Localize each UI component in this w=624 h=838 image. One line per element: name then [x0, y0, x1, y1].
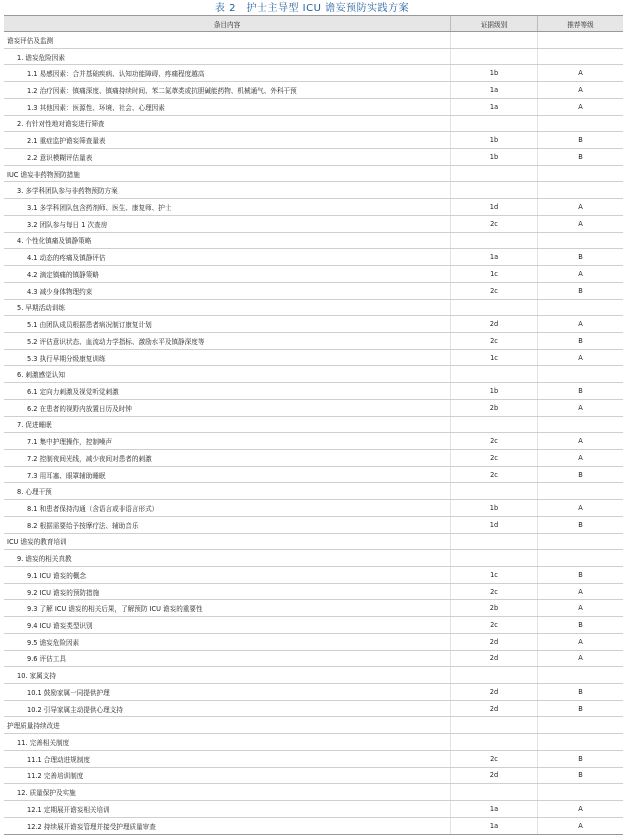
item-cell: 1.2 治疗因素：镇痛深度、镇痛持续时间、苯二氮䓬类或抗胆碱能药物、机械通气、外科干预 — [4, 82, 451, 99]
header-evidence: 证据级别 — [451, 16, 538, 32]
recommend-cell — [538, 232, 624, 249]
item-cell: 护理质量持续改进 — [4, 717, 451, 734]
practice-table — [4, 15, 623, 835]
item-cell: 9.3 了解 ICU 谵妄的相关后果，了解预防 ICU 谵妄的重要性 — [4, 600, 451, 617]
evidence-cell: 1c — [451, 349, 538, 366]
evidence-cell — [451, 115, 538, 132]
subsection-row — [4, 483, 623, 500]
table-row — [4, 199, 623, 216]
recommend-cell: A — [538, 801, 624, 818]
item-cell: 11.1 合理动进规制度 — [4, 750, 451, 767]
evidence-cell: 2b — [451, 600, 538, 617]
item-cell: 2. 有针对性地对谵妄进行筛查 — [4, 115, 451, 132]
item-cell: 4.2 滴定镇痛的镇静策略 — [4, 266, 451, 283]
table-header — [4, 16, 623, 32]
evidence-cell: 1a — [451, 82, 538, 99]
recommend-cell: A — [538, 316, 624, 333]
item-cell: 1. 谵妄危险因素 — [4, 48, 451, 65]
evidence-cell — [451, 32, 538, 49]
item-cell: 2.2 意识模糊评估量表 — [4, 149, 451, 166]
table-row — [4, 433, 623, 450]
evidence-cell: 2c — [451, 215, 538, 232]
recommend-cell — [538, 115, 624, 132]
recommend-cell — [538, 550, 624, 567]
table-row — [4, 700, 623, 717]
recommend-cell: A — [538, 650, 624, 667]
item-cell: 谵妄评估及监测 — [4, 32, 451, 49]
subsection-row — [4, 115, 623, 132]
recommend-cell: A — [538, 583, 624, 600]
table-row — [4, 132, 623, 149]
recommend-cell: A — [538, 65, 624, 82]
table-row — [4, 750, 623, 767]
subsection-row — [4, 48, 623, 65]
item-cell: 4.3 减少身体物理约束 — [4, 282, 451, 299]
recommend-cell — [538, 416, 624, 433]
item-cell: 9.1 ICU 谵妄的概念 — [4, 567, 451, 584]
recommend-cell: B — [538, 567, 624, 584]
evidence-cell: 2d — [451, 767, 538, 784]
subsection-row — [4, 182, 623, 199]
table-row — [4, 449, 623, 466]
evidence-cell: 1b — [451, 383, 538, 400]
table-row — [4, 82, 623, 99]
recommend-cell — [538, 533, 624, 550]
table-body — [4, 32, 623, 835]
recommend-cell: A — [538, 266, 624, 283]
table-row — [4, 149, 623, 166]
table-row — [4, 817, 623, 834]
item-cell: 5.1 由团队成员根据患者病况制订康复计划 — [4, 316, 451, 333]
header-item: 条目内容 — [4, 16, 451, 32]
recommend-cell: B — [538, 767, 624, 784]
item-cell: 3.1 多学科团队包含药剂师、医生、康复师、护士 — [4, 199, 451, 216]
evidence-cell — [451, 299, 538, 316]
recommend-cell — [538, 717, 624, 734]
evidence-cell — [451, 667, 538, 684]
item-cell: 1.1 易感因素：合并基础疾病、认知功能障碍、疼痛程度越高 — [4, 65, 451, 82]
recommend-cell — [538, 182, 624, 199]
recommend-cell: A — [538, 399, 624, 416]
recommend-cell — [538, 165, 624, 182]
item-cell: 4. 个性化镇痛及镇静策略 — [4, 232, 451, 249]
item-cell: 10.1 鼓励家属一同提供护理 — [4, 684, 451, 701]
recommend-cell: A — [538, 500, 624, 517]
evidence-cell: 2c — [451, 583, 538, 600]
item-cell: 6.2 在患者的视野内放置日历及时钟 — [4, 399, 451, 416]
table-row — [4, 266, 623, 283]
table-row — [4, 316, 623, 333]
recommend-cell: A — [538, 215, 624, 232]
item-cell: 12.2 持续展开谵妄管理并接受护理质量审查 — [4, 817, 451, 834]
item-cell: 2.1 重症监护谵妄筛查量表 — [4, 132, 451, 149]
section-row — [4, 717, 623, 734]
recommend-cell: B — [538, 617, 624, 634]
evidence-cell — [451, 416, 538, 433]
recommend-cell: A — [538, 633, 624, 650]
table-row — [4, 801, 623, 818]
item-cell: 7.3 用耳塞、眼罩辅助睡眠 — [4, 466, 451, 483]
recommend-cell: A — [538, 449, 624, 466]
recommend-cell — [538, 366, 624, 383]
evidence-cell: 1b — [451, 149, 538, 166]
recommend-cell: A — [538, 600, 624, 617]
header-recommend: 推荐等级 — [538, 16, 624, 32]
header-row — [4, 16, 623, 32]
evidence-cell — [451, 48, 538, 65]
subsection-row — [4, 232, 623, 249]
evidence-cell: 1d — [451, 199, 538, 216]
evidence-cell: 2d — [451, 316, 538, 333]
item-cell: 5.2 评估意识状态、血流动力学指标、激励水平及镇静深度等 — [4, 332, 451, 349]
evidence-cell: 2d — [451, 650, 538, 667]
subsection-row — [4, 299, 623, 316]
evidence-cell: 1d — [451, 516, 538, 533]
section-row — [4, 533, 623, 550]
evidence-cell: 1a — [451, 817, 538, 834]
item-cell: 7.2 控制夜间光线，减少夜间对患者的刺激 — [4, 449, 451, 466]
evidence-cell: 2b — [451, 399, 538, 416]
item-cell: 3. 多学科团队参与非药物预防方案 — [4, 182, 451, 199]
recommend-cell: A — [538, 82, 624, 99]
item-cell: 10.2 引导家属主动提供心理支持 — [4, 700, 451, 717]
item-cell: 7. 促进睡眠 — [4, 416, 451, 433]
evidence-cell: 2d — [451, 700, 538, 717]
subsection-row — [4, 734, 623, 751]
evidence-cell — [451, 232, 538, 249]
evidence-cell — [451, 366, 538, 383]
evidence-cell: 2c — [451, 617, 538, 634]
evidence-cell — [451, 165, 538, 182]
item-cell: 7.1 集中护理操作，控制噪声 — [4, 433, 451, 450]
table-row — [4, 98, 623, 115]
item-cell: 11.2 完善培训制度 — [4, 767, 451, 784]
table-row — [4, 65, 623, 82]
recommend-cell — [538, 734, 624, 751]
item-cell: ICU 谵妄的教育培训 — [4, 533, 451, 550]
item-cell: 8.1 和患者保持沟通（含语言或非语言形式） — [4, 500, 451, 517]
table-row — [4, 567, 623, 584]
table-row — [4, 684, 623, 701]
evidence-cell — [451, 784, 538, 801]
subsection-row — [4, 416, 623, 433]
evidence-cell: 1b — [451, 500, 538, 517]
table-row — [4, 650, 623, 667]
item-cell: IUC 谵妄非药物预防措施 — [4, 165, 451, 182]
table-row — [4, 617, 623, 634]
recommend-cell: B — [538, 466, 624, 483]
recommend-cell: B — [538, 383, 624, 400]
table-row — [4, 282, 623, 299]
evidence-cell: 2c — [451, 332, 538, 349]
item-cell: 3.2 团队参与每日 1 次查房 — [4, 215, 451, 232]
item-cell: 9.2 ICU 谵妄的预防措施 — [4, 583, 451, 600]
item-cell: 10. 家属支持 — [4, 667, 451, 684]
evidence-cell: 1b — [451, 65, 538, 82]
table-row — [4, 600, 623, 617]
recommend-cell: A — [538, 349, 624, 366]
subsection-row — [4, 667, 623, 684]
item-cell: 9. 谵妄的相关真教 — [4, 550, 451, 567]
evidence-cell — [451, 483, 538, 500]
recommend-cell — [538, 784, 624, 801]
recommend-cell: B — [538, 332, 624, 349]
table-row — [4, 633, 623, 650]
evidence-cell: 1a — [451, 249, 538, 266]
evidence-cell — [451, 533, 538, 550]
item-cell: 11. 完善相关制度 — [4, 734, 451, 751]
item-cell: 6.1 定向力刺激及视觉听觉刺激 — [4, 383, 451, 400]
item-cell: 9.6 评估工具 — [4, 650, 451, 667]
recommend-cell — [538, 299, 624, 316]
recommend-cell: B — [538, 684, 624, 701]
table-row — [4, 215, 623, 232]
evidence-cell: 2c — [451, 750, 538, 767]
table-row — [4, 767, 623, 784]
recommend-cell: B — [538, 700, 624, 717]
evidence-cell — [451, 734, 538, 751]
item-cell: 1.3 其他因素：医源性、环境、社会、心理因素 — [4, 98, 451, 115]
evidence-cell: 1b — [451, 132, 538, 149]
subsection-row — [4, 784, 623, 801]
recommend-cell: B — [538, 282, 624, 299]
table-row — [4, 349, 623, 366]
evidence-cell: 1c — [451, 266, 538, 283]
evidence-cell — [451, 182, 538, 199]
evidence-cell: 2d — [451, 633, 538, 650]
table-row — [4, 500, 623, 517]
recommend-cell: B — [538, 516, 624, 533]
subsection-row — [4, 550, 623, 567]
item-cell: 5.3 执行早期分级康复训练 — [4, 349, 451, 366]
table-row — [4, 399, 623, 416]
item-cell: 12. 质量保护及实施 — [4, 784, 451, 801]
table-row — [4, 516, 623, 533]
evidence-cell: 2c — [451, 282, 538, 299]
recommend-cell: A — [538, 199, 624, 216]
item-cell: 4.1 动态的疼痛及镇静评估 — [4, 249, 451, 266]
subsection-row — [4, 366, 623, 383]
item-cell: 5. 早期活动训练 — [4, 299, 451, 316]
evidence-cell: 2d — [451, 684, 538, 701]
evidence-cell: 2c — [451, 449, 538, 466]
evidence-cell — [451, 550, 538, 567]
table-row — [4, 383, 623, 400]
item-cell: 9.5 谵妄危险因素 — [4, 633, 451, 650]
recommend-cell: B — [538, 750, 624, 767]
recommend-cell: B — [538, 149, 624, 166]
recommend-cell: A — [538, 98, 624, 115]
section-row — [4, 165, 623, 182]
item-cell: 6. 刺激感觉认知 — [4, 366, 451, 383]
table-row — [4, 583, 623, 600]
table-row — [4, 249, 623, 266]
item-cell: 12.1 定期展开谵妄相关培训 — [4, 801, 451, 818]
evidence-cell: 2c — [451, 433, 538, 450]
evidence-cell: 1a — [451, 801, 538, 818]
section-row — [4, 32, 623, 49]
recommend-cell: B — [538, 132, 624, 149]
recommend-cell: A — [538, 433, 624, 450]
item-cell: 9.4 ICU 谵妄类型识别 — [4, 617, 451, 634]
item-cell: 8.2 根据需要给予按摩疗法、辅助音乐 — [4, 516, 451, 533]
recommend-cell: B — [538, 249, 624, 266]
table-title: 表 2 护士主导型 ICU 谵妄预防实践方案 — [214, 3, 410, 14]
recommend-cell — [538, 48, 624, 65]
table-row — [4, 466, 623, 483]
recommend-cell — [538, 483, 624, 500]
evidence-cell — [451, 717, 538, 734]
evidence-cell: 1a — [451, 98, 538, 115]
recommend-cell: A — [538, 817, 624, 834]
recommend-cell — [538, 32, 624, 49]
recommend-cell — [538, 667, 624, 684]
item-cell: 8. 心理干预 — [4, 483, 451, 500]
evidence-cell: 1c — [451, 567, 538, 584]
evidence-cell: 2c — [451, 466, 538, 483]
table-row — [4, 332, 623, 349]
